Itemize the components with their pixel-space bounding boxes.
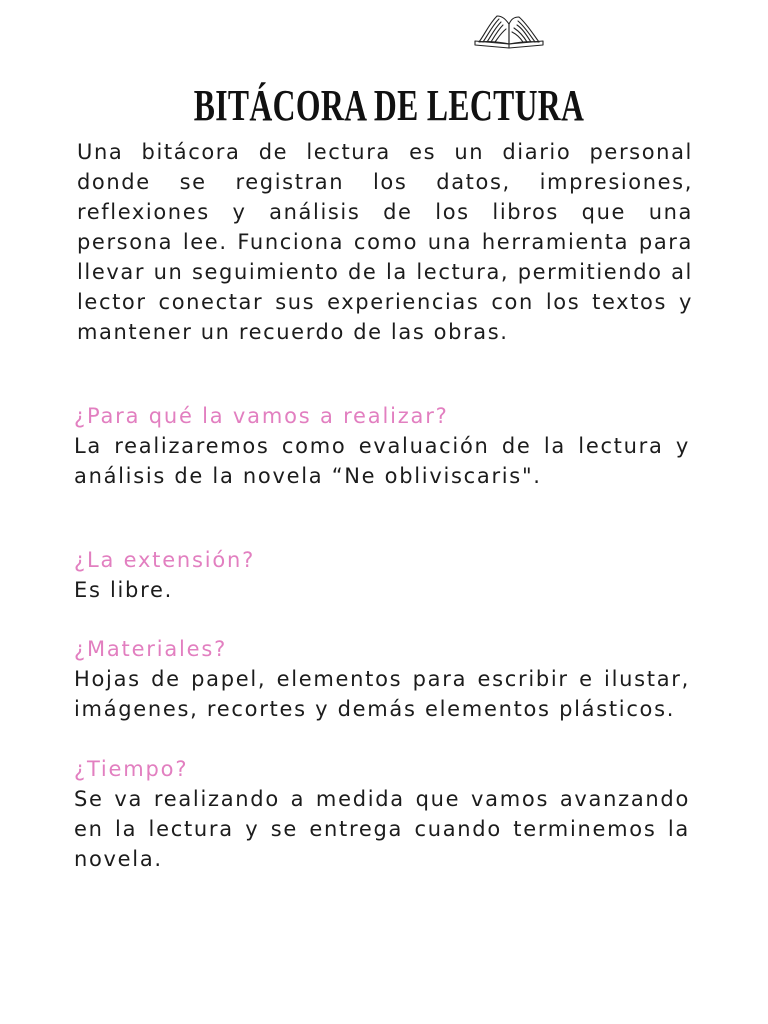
page-title: BITÁCORA DE LECTURA: [193, 81, 585, 131]
section-answer-time: Se va realizando a medida que vamos avanzando en la lectura y se entrega cuando terminemos la novela.: [74, 787, 690, 871]
section-question-time: ¿Tiempo?: [74, 757, 189, 781]
section-question-purpose: ¿Para qué la vamos a realizar?: [74, 404, 449, 428]
section-answer-materials: Hojas de papel, elementos para escribir e ilustar, imágenes, recortes y demás elementos plásticos.: [74, 667, 690, 721]
intro-paragraph: Una bitácora de lectura es un diario personal donde se registran los datos, impresiones, reflexiones y análisis de los libros que una persona lee. Funciona como una herramienta para llevar un seguimiento de la lectura, permitiendo al lector conectar sus experiencias con los textos y mantener un recuerdo de las obras.: [77, 140, 693, 344]
open-book-icon: [473, 12, 545, 52]
section-question-materials: ¿Materiales?: [74, 637, 228, 661]
section-answer-extension: Es libre.: [74, 578, 173, 602]
section-question-extension: ¿La extensión?: [74, 548, 256, 572]
section-answer-purpose: La realizaremos como evaluación de la lectura y análisis de la novela “Ne obliviscaris".: [74, 434, 690, 488]
